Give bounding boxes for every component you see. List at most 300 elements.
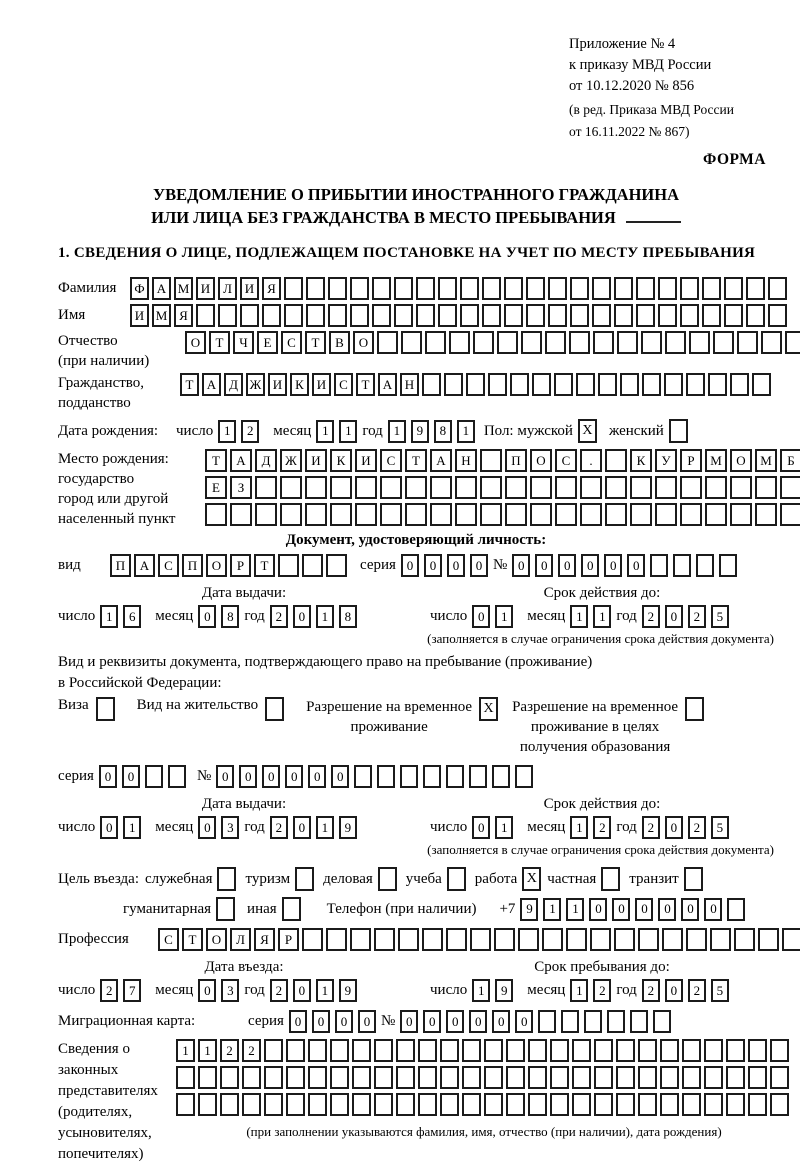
char-cell[interactable] — [569, 331, 590, 354]
char-cell[interactable]: 0 — [335, 1010, 353, 1033]
char-cell[interactable] — [653, 1010, 671, 1033]
char-cell[interactable] — [682, 1066, 701, 1089]
char-cell[interactable] — [480, 503, 502, 526]
char-cell[interactable] — [446, 765, 464, 788]
char-cell[interactable] — [352, 1093, 371, 1116]
char-cell[interactable] — [545, 331, 566, 354]
char-cell[interactable] — [530, 503, 552, 526]
char-cell[interactable] — [398, 928, 419, 951]
char-cell[interactable]: 0 — [589, 898, 607, 921]
char-cell[interactable] — [702, 304, 721, 327]
sex-male-checkbox[interactable]: X — [578, 419, 597, 443]
char-cell[interactable] — [264, 1093, 283, 1116]
char-cell[interactable] — [620, 373, 639, 396]
char-cell[interactable]: 0 — [285, 765, 303, 788]
char-cell[interactable] — [355, 503, 377, 526]
char-cell[interactable] — [689, 331, 710, 354]
char-cell[interactable]: 0 — [446, 1010, 464, 1033]
char-cell[interactable] — [737, 331, 758, 354]
char-cell[interactable] — [682, 1039, 701, 1062]
char-cell[interactable]: И — [305, 449, 327, 472]
char-cell[interactable] — [616, 1066, 635, 1089]
sex-female-checkbox[interactable] — [669, 419, 688, 443]
char-cell[interactable] — [726, 1039, 745, 1062]
char-cell[interactable]: 0 — [423, 1010, 441, 1033]
char-cell[interactable]: 0 — [665, 605, 683, 628]
char-cell[interactable] — [528, 1039, 547, 1062]
char-cell[interactable] — [380, 503, 402, 526]
char-cell[interactable] — [418, 1093, 437, 1116]
char-cell[interactable] — [655, 476, 677, 499]
char-cell[interactable] — [655, 503, 677, 526]
char-cell[interactable] — [680, 503, 702, 526]
char-cell[interactable]: 6 — [123, 605, 141, 628]
char-cell[interactable] — [780, 503, 800, 526]
char-cell[interactable] — [755, 503, 777, 526]
char-cell[interactable] — [673, 554, 691, 577]
char-cell[interactable] — [561, 1010, 579, 1033]
char-cell[interactable]: У — [655, 449, 677, 472]
char-cell[interactable] — [758, 928, 779, 951]
char-cell[interactable] — [730, 476, 752, 499]
char-cell[interactable] — [555, 476, 577, 499]
char-cell[interactable] — [425, 331, 446, 354]
char-cell[interactable] — [176, 1093, 195, 1116]
char-cell[interactable]: 9 — [339, 979, 357, 1002]
char-cell[interactable]: И — [312, 373, 331, 396]
char-cell[interactable] — [515, 765, 533, 788]
char-cell[interactable]: 2 — [688, 816, 706, 839]
purpose-transit-checkbox[interactable] — [684, 867, 703, 891]
char-cell[interactable] — [284, 304, 303, 327]
char-cell[interactable] — [418, 1066, 437, 1089]
char-cell[interactable]: Я — [262, 277, 281, 300]
char-cell[interactable] — [469, 765, 487, 788]
char-cell[interactable] — [638, 928, 659, 951]
char-cell[interactable]: И — [196, 277, 215, 300]
char-cell[interactable] — [570, 277, 589, 300]
char-cell[interactable] — [354, 765, 372, 788]
char-cell[interactable] — [726, 1093, 745, 1116]
char-cell[interactable]: И — [355, 449, 377, 472]
char-cell[interactable] — [580, 476, 602, 499]
char-cell[interactable]: О — [206, 554, 227, 577]
char-cell[interactable] — [660, 1093, 679, 1116]
char-cell[interactable]: С — [334, 373, 353, 396]
char-cell[interactable]: 1 — [457, 420, 475, 443]
char-cell[interactable] — [748, 1039, 767, 1062]
char-cell[interactable] — [405, 503, 427, 526]
char-cell[interactable] — [598, 373, 617, 396]
char-cell[interactable] — [748, 1093, 767, 1116]
purpose-work-checkbox[interactable]: X — [522, 867, 541, 891]
char-cell[interactable] — [220, 1093, 239, 1116]
char-cell[interactable] — [330, 476, 352, 499]
char-cell[interactable] — [418, 1039, 437, 1062]
char-cell[interactable]: 0 — [558, 554, 576, 577]
char-cell[interactable]: К — [630, 449, 652, 472]
char-cell[interactable] — [542, 928, 563, 951]
char-cell[interactable] — [350, 277, 369, 300]
char-cell[interactable]: Е — [205, 476, 227, 499]
char-cell[interactable] — [480, 449, 502, 472]
char-cell[interactable] — [394, 304, 413, 327]
char-cell[interactable]: 0 — [239, 765, 257, 788]
char-cell[interactable]: 1 — [593, 605, 611, 628]
char-cell[interactable] — [704, 1066, 723, 1089]
char-cell[interactable]: Т — [405, 449, 427, 472]
char-cell[interactable] — [505, 476, 527, 499]
char-cell[interactable]: Т — [209, 331, 230, 354]
char-cell[interactable] — [572, 1066, 591, 1089]
char-cell[interactable] — [494, 928, 515, 951]
char-cell[interactable] — [528, 1093, 547, 1116]
char-cell[interactable] — [405, 476, 427, 499]
char-cell[interactable] — [460, 277, 479, 300]
char-cell[interactable]: 1 — [123, 816, 141, 839]
char-cell[interactable]: 2 — [593, 979, 611, 1002]
char-cell[interactable]: 2 — [270, 979, 288, 1002]
char-cell[interactable] — [504, 304, 523, 327]
char-cell[interactable] — [280, 476, 302, 499]
char-cell[interactable] — [480, 476, 502, 499]
char-cell[interactable]: П — [505, 449, 527, 472]
char-cell[interactable]: 0 — [512, 554, 530, 577]
char-cell[interactable]: 1 — [495, 816, 513, 839]
char-cell[interactable]: 0 — [635, 898, 653, 921]
char-cell[interactable] — [302, 928, 323, 951]
char-cell[interactable] — [196, 304, 215, 327]
char-cell[interactable] — [305, 503, 327, 526]
char-cell[interactable]: 1 — [316, 816, 334, 839]
char-cell[interactable] — [614, 304, 633, 327]
char-cell[interactable] — [636, 304, 655, 327]
char-cell[interactable]: 8 — [434, 420, 452, 443]
char-cell[interactable] — [686, 373, 705, 396]
char-cell[interactable] — [550, 1066, 569, 1089]
char-cell[interactable] — [593, 331, 614, 354]
char-cell[interactable] — [770, 1039, 789, 1062]
char-cell[interactable] — [308, 1039, 327, 1062]
char-cell[interactable] — [755, 476, 777, 499]
char-cell[interactable]: 2 — [642, 816, 660, 839]
char-cell[interactable]: Е — [257, 331, 278, 354]
char-cell[interactable] — [305, 476, 327, 499]
char-cell[interactable] — [526, 304, 545, 327]
char-cell[interactable] — [724, 304, 743, 327]
char-cell[interactable]: Л — [230, 928, 251, 951]
char-cell[interactable] — [572, 1039, 591, 1062]
char-cell[interactable]: М — [755, 449, 777, 472]
visa-checkbox[interactable] — [96, 697, 115, 721]
char-cell[interactable] — [401, 331, 422, 354]
char-cell[interactable] — [730, 503, 752, 526]
char-cell[interactable]: 1 — [316, 605, 334, 628]
char-cell[interactable]: 0 — [198, 605, 216, 628]
char-cell[interactable] — [372, 277, 391, 300]
temp-residence-education-checkbox[interactable] — [685, 697, 704, 721]
char-cell[interactable] — [400, 765, 418, 788]
char-cell[interactable] — [430, 476, 452, 499]
char-cell[interactable] — [377, 765, 395, 788]
char-cell[interactable]: 0 — [293, 816, 311, 839]
char-cell[interactable] — [746, 304, 765, 327]
char-cell[interactable] — [438, 277, 457, 300]
char-cell[interactable] — [510, 373, 529, 396]
char-cell[interactable] — [724, 277, 743, 300]
char-cell[interactable]: Р — [278, 928, 299, 951]
char-cell[interactable] — [532, 373, 551, 396]
char-cell[interactable] — [355, 476, 377, 499]
char-cell[interactable]: Ж — [280, 449, 302, 472]
char-cell[interactable]: 0 — [289, 1010, 307, 1033]
char-cell[interactable] — [705, 476, 727, 499]
char-cell[interactable] — [350, 304, 369, 327]
char-cell[interactable] — [734, 928, 755, 951]
char-cell[interactable] — [638, 1093, 657, 1116]
char-cell[interactable] — [726, 1066, 745, 1089]
char-cell[interactable] — [696, 554, 714, 577]
char-cell[interactable]: 0 — [447, 554, 465, 577]
char-cell[interactable]: Т — [182, 928, 203, 951]
char-cell[interactable] — [630, 1010, 648, 1033]
char-cell[interactable] — [455, 503, 477, 526]
char-cell[interactable]: 2 — [100, 979, 118, 1002]
char-cell[interactable] — [262, 304, 281, 327]
char-cell[interactable] — [705, 503, 727, 526]
char-cell[interactable] — [594, 1066, 613, 1089]
char-cell[interactable] — [605, 476, 627, 499]
char-cell[interactable] — [526, 277, 545, 300]
char-cell[interactable] — [372, 304, 391, 327]
char-cell[interactable]: 0 — [358, 1010, 376, 1033]
char-cell[interactable] — [240, 304, 259, 327]
char-cell[interactable]: 2 — [220, 1039, 239, 1062]
char-cell[interactable] — [770, 1066, 789, 1089]
char-cell[interactable] — [308, 1093, 327, 1116]
char-cell[interactable] — [548, 304, 567, 327]
char-cell[interactable] — [658, 277, 677, 300]
char-cell[interactable] — [592, 304, 611, 327]
char-cell[interactable] — [584, 1010, 602, 1033]
char-cell[interactable]: Д — [224, 373, 243, 396]
char-cell[interactable] — [462, 1093, 481, 1116]
char-cell[interactable] — [660, 1039, 679, 1062]
char-cell[interactable] — [710, 928, 731, 951]
char-cell[interactable]: 2 — [270, 605, 288, 628]
char-cell[interactable] — [504, 277, 523, 300]
char-cell[interactable]: О — [185, 331, 206, 354]
char-cell[interactable]: Т — [254, 554, 275, 577]
char-cell[interactable]: Р — [230, 554, 251, 577]
char-cell[interactable] — [278, 554, 299, 577]
char-cell[interactable]: С — [158, 928, 179, 951]
char-cell[interactable] — [719, 554, 737, 577]
char-cell[interactable]: 9 — [411, 420, 429, 443]
char-cell[interactable]: А — [430, 449, 452, 472]
char-cell[interactable]: 0 — [704, 898, 722, 921]
char-cell[interactable] — [616, 1039, 635, 1062]
char-cell[interactable] — [455, 476, 477, 499]
char-cell[interactable]: 3 — [221, 979, 239, 1002]
char-cell[interactable]: 0 — [216, 765, 234, 788]
char-cell[interactable] — [330, 1039, 349, 1062]
char-cell[interactable] — [664, 373, 683, 396]
char-cell[interactable] — [630, 476, 652, 499]
char-cell[interactable]: 1 — [543, 898, 561, 921]
char-cell[interactable]: О — [730, 449, 752, 472]
char-cell[interactable]: Ж — [246, 373, 265, 396]
char-cell[interactable] — [748, 1066, 767, 1089]
char-cell[interactable] — [330, 1093, 349, 1116]
char-cell[interactable] — [280, 503, 302, 526]
char-cell[interactable]: 2 — [270, 816, 288, 839]
char-cell[interactable] — [576, 373, 595, 396]
char-cell[interactable]: П — [182, 554, 203, 577]
char-cell[interactable]: 1 — [316, 420, 334, 443]
char-cell[interactable]: 0 — [100, 816, 118, 839]
char-cell[interactable] — [484, 1066, 503, 1089]
char-cell[interactable]: Д — [255, 449, 277, 472]
char-cell[interactable] — [284, 277, 303, 300]
char-cell[interactable] — [605, 503, 627, 526]
char-cell[interactable]: 2 — [688, 605, 706, 628]
char-cell[interactable] — [326, 554, 347, 577]
char-cell[interactable]: 2 — [242, 1039, 261, 1062]
char-cell[interactable] — [396, 1093, 415, 1116]
char-cell[interactable] — [506, 1066, 525, 1089]
char-cell[interactable] — [550, 1093, 569, 1116]
char-cell[interactable]: 8 — [221, 605, 239, 628]
char-cell[interactable] — [440, 1066, 459, 1089]
char-cell[interactable]: Н — [400, 373, 419, 396]
char-cell[interactable] — [785, 331, 800, 354]
char-cell[interactable]: 7 — [123, 979, 141, 1002]
char-cell[interactable] — [528, 1066, 547, 1089]
char-cell[interactable] — [682, 1093, 701, 1116]
char-cell[interactable] — [704, 1093, 723, 1116]
purpose-humanitarian-checkbox[interactable] — [216, 897, 235, 921]
char-cell[interactable] — [616, 1093, 635, 1116]
char-cell[interactable] — [396, 1066, 415, 1089]
char-cell[interactable]: 0 — [293, 979, 311, 1002]
char-cell[interactable] — [446, 928, 467, 951]
char-cell[interactable] — [430, 503, 452, 526]
purpose-private-checkbox[interactable] — [601, 867, 620, 891]
char-cell[interactable] — [374, 1093, 393, 1116]
char-cell[interactable]: Т — [205, 449, 227, 472]
char-cell[interactable]: А — [230, 449, 252, 472]
char-cell[interactable]: 0 — [99, 765, 117, 788]
char-cell[interactable] — [686, 928, 707, 951]
purpose-other-checkbox[interactable] — [282, 897, 301, 921]
char-cell[interactable]: Л — [218, 277, 237, 300]
char-cell[interactable]: Т — [305, 331, 326, 354]
char-cell[interactable] — [680, 277, 699, 300]
char-cell[interactable]: 0 — [612, 898, 630, 921]
char-cell[interactable] — [462, 1039, 481, 1062]
char-cell[interactable] — [374, 1066, 393, 1089]
char-cell[interactable] — [538, 1010, 556, 1033]
char-cell[interactable]: 0 — [469, 1010, 487, 1033]
char-cell[interactable] — [594, 1093, 613, 1116]
char-cell[interactable]: 0 — [665, 816, 683, 839]
char-cell[interactable] — [641, 331, 662, 354]
char-cell[interactable]: 0 — [681, 898, 699, 921]
char-cell[interactable]: С — [380, 449, 402, 472]
char-cell[interactable] — [352, 1039, 371, 1062]
char-cell[interactable] — [484, 1093, 503, 1116]
purpose-tourism-checkbox[interactable] — [295, 867, 314, 891]
char-cell[interactable]: М — [705, 449, 727, 472]
char-cell[interactable]: 0 — [535, 554, 553, 577]
char-cell[interactable] — [617, 331, 638, 354]
char-cell[interactable] — [658, 304, 677, 327]
char-cell[interactable]: Т — [180, 373, 199, 396]
char-cell[interactable]: М — [174, 277, 193, 300]
char-cell[interactable] — [594, 1039, 613, 1062]
char-cell[interactable] — [482, 277, 501, 300]
char-cell[interactable]: Я — [254, 928, 275, 951]
char-cell[interactable]: 0 — [331, 765, 349, 788]
char-cell[interactable]: 1 — [472, 979, 490, 1002]
char-cell[interactable] — [176, 1066, 195, 1089]
char-cell[interactable]: 0 — [122, 765, 140, 788]
char-cell[interactable] — [614, 277, 633, 300]
char-cell[interactable] — [377, 331, 398, 354]
residence-permit-checkbox[interactable] — [265, 697, 284, 721]
char-cell[interactable]: 0 — [262, 765, 280, 788]
char-cell[interactable]: 5 — [711, 816, 729, 839]
char-cell[interactable]: 0 — [515, 1010, 533, 1033]
char-cell[interactable] — [592, 277, 611, 300]
char-cell[interactable] — [470, 928, 491, 951]
char-cell[interactable]: 0 — [472, 605, 490, 628]
char-cell[interactable]: 1 — [495, 605, 513, 628]
char-cell[interactable]: О — [530, 449, 552, 472]
char-cell[interactable] — [230, 503, 252, 526]
char-cell[interactable] — [423, 765, 441, 788]
char-cell[interactable] — [521, 331, 542, 354]
char-cell[interactable] — [440, 1093, 459, 1116]
char-cell[interactable]: 0 — [424, 554, 442, 577]
char-cell[interactable] — [580, 503, 602, 526]
char-cell[interactable]: С — [281, 331, 302, 354]
char-cell[interactable] — [255, 476, 277, 499]
char-cell[interactable]: Ф — [130, 277, 149, 300]
char-cell[interactable]: 1 — [566, 898, 584, 921]
char-cell[interactable] — [566, 928, 587, 951]
char-cell[interactable] — [638, 1066, 657, 1089]
char-cell[interactable]: С — [158, 554, 179, 577]
char-cell[interactable] — [702, 277, 721, 300]
char-cell[interactable] — [680, 304, 699, 327]
char-cell[interactable] — [662, 928, 683, 951]
char-cell[interactable]: 0 — [492, 1010, 510, 1033]
char-cell[interactable] — [636, 277, 655, 300]
char-cell[interactable]: 0 — [312, 1010, 330, 1033]
char-cell[interactable] — [780, 476, 800, 499]
char-cell[interactable] — [727, 898, 745, 921]
char-cell[interactable] — [770, 1093, 789, 1116]
char-cell[interactable] — [590, 928, 611, 951]
char-cell[interactable]: С — [555, 449, 577, 472]
char-cell[interactable] — [746, 277, 765, 300]
char-cell[interactable]: И — [240, 277, 259, 300]
char-cell[interactable] — [326, 928, 347, 951]
char-cell[interactable] — [374, 1039, 393, 1062]
char-cell[interactable]: А — [134, 554, 155, 577]
